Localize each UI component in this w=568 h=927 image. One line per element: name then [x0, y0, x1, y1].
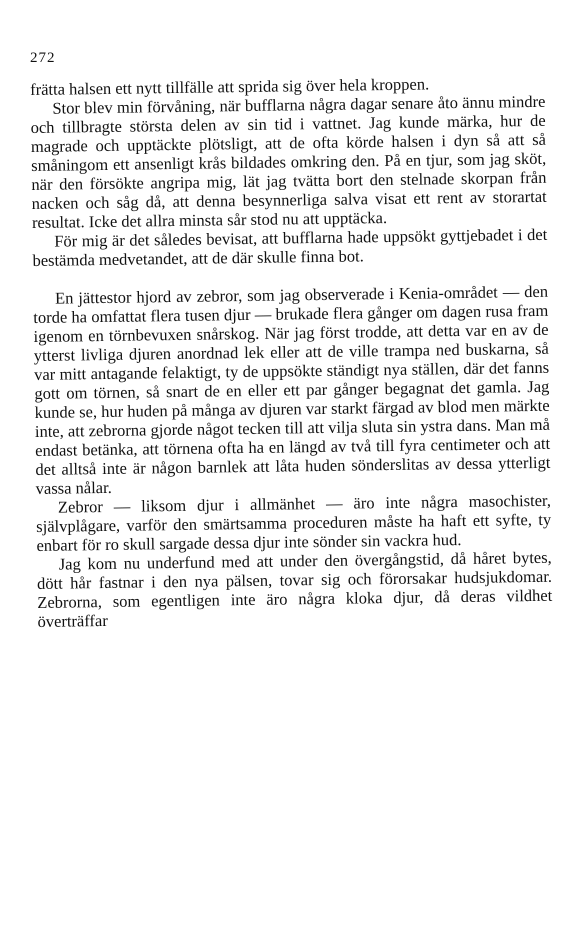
page-number: 272 — [30, 50, 56, 66]
paragraph-3: För mig är det således bevisat, att bufflarna hade uppsökt gyttjebadet i det bestämda medvetandet, att de där skulle finna bot. — [32, 224, 548, 270]
body-text — [30, 73, 553, 631]
paragraph-1: frätta halsen ett nytt tillfälle att sprida sig över hela kroppen. — [30, 74, 430, 99]
paragraph-5: Zebror — liksom djur i allmänhet — äro inte några masochister, självplågare, varför den smärtsamma proceduren måste ha haft ett syfte, ty enbart för ro skull sargade dessa djur inte sönder sin vackra hud. — [36, 490, 552, 555]
paragraph-4: En jättestor hjord av zebror, som jag observerade i Kenia-området — den torde ha omfattat flera tusen djur — brukade flera gånger om dagen rusa fram igenom en törnbevuxen snårskog. När jag först trodde, att detta var en av de ytterst livliga djuren anordnad lek eller att de ville trampa ned buskarna, så var mitt antagande felaktigt, ty de uppsökte ständigt nya ställen, där det fanns gott om törnen, så snart de en eller ett par gånger begagnat det gamla. Jag kunde se, hur huden på många av djuren var starkt färgad av blod men märkte inte, att zebrorna gjorde något tecken till att vilja sluta sin ystra dans. Man må endast betänka, att törnena ofta ha en längd av två till fyra centimeter och att det alltså inte är någon barnlek att låta huden sönderslitas av dessa ytterligt vassa nålar. — [33, 281, 551, 498]
paragraph-2: Stor blev min förvåning, när bufflarna några dagar senare åto ännu mindre och tillbragte största delen av sin tid i vattnet. Jag kunde märka, hur de magrade och upptäckte plötsligt, att de ofta körde halsen i dyn så att så småningom ett ansenligt krås bildades omkring den. På en tjur, som jag sköt, när den försökte angripa mig, lät jag tvätta bort den stelnade skorpan från nacken och såg då, att denna besynnerliga salva visat ett rent av storartat resultat. Icke det allra minsta sår stod nu att upptäcka. — [30, 91, 547, 232]
paragraph-6: Jag kom nu underfund med att under den övergångstid, då håret bytes, dött hår fastnar i den nya pälsen, tovar sig och förorsakar hudsjukdomar. Zebrorna, som egentligen inte äro några kloka djur, då deras vildhet överträffar — [36, 547, 553, 631]
